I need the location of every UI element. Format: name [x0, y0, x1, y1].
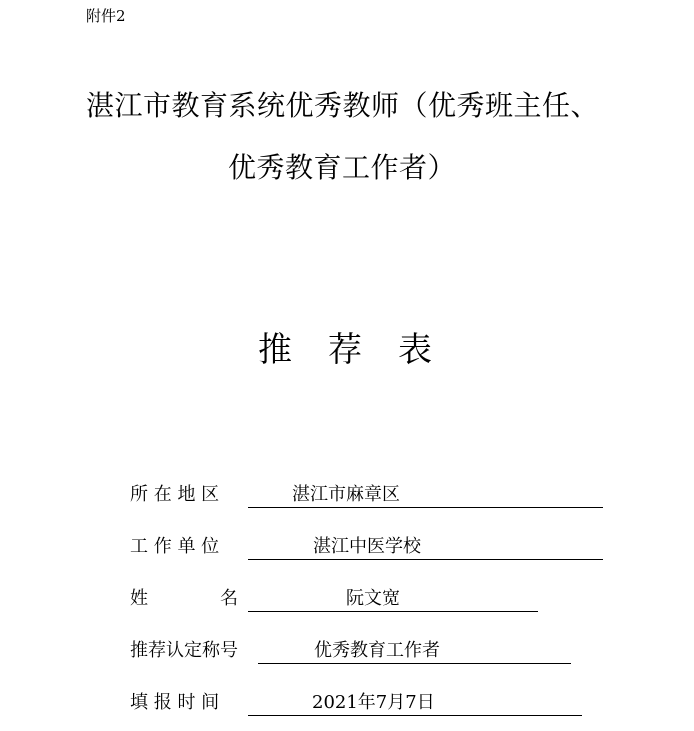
form-title-char-2: 荐 — [328, 330, 362, 370]
form-title-char-1: 推 — [258, 330, 292, 370]
field-region-label: 所 在 地 区 — [130, 484, 220, 505]
form-title-char-3: 表 — [398, 330, 432, 370]
form-title — [258, 330, 432, 370]
field-honor-label: 推荐认定称号 — [130, 640, 238, 661]
attachment-label: 附件2 — [86, 7, 126, 25]
field-name-label: 姓 名 — [130, 588, 238, 609]
field-honor-value: 优秀教育工作者 — [314, 640, 440, 661]
field-date-label: 填 报 时 间 — [130, 692, 220, 713]
field-unit-value: 湛江中医学校 — [313, 536, 421, 557]
document-title-line-1: 湛江市教育系统优秀教师（优秀班主任、 — [86, 89, 600, 122]
field-date-value: 2021年7月7日 — [312, 692, 435, 713]
field-name-value: 阮文宽 — [346, 588, 400, 609]
field-unit-label: 工 作 单 位 — [130, 536, 220, 557]
field-unit-underline — [248, 534, 603, 560]
document-title-line-2: 优秀教育工作者） — [228, 151, 457, 184]
field-region-value: 湛江市麻章区 — [292, 484, 400, 505]
